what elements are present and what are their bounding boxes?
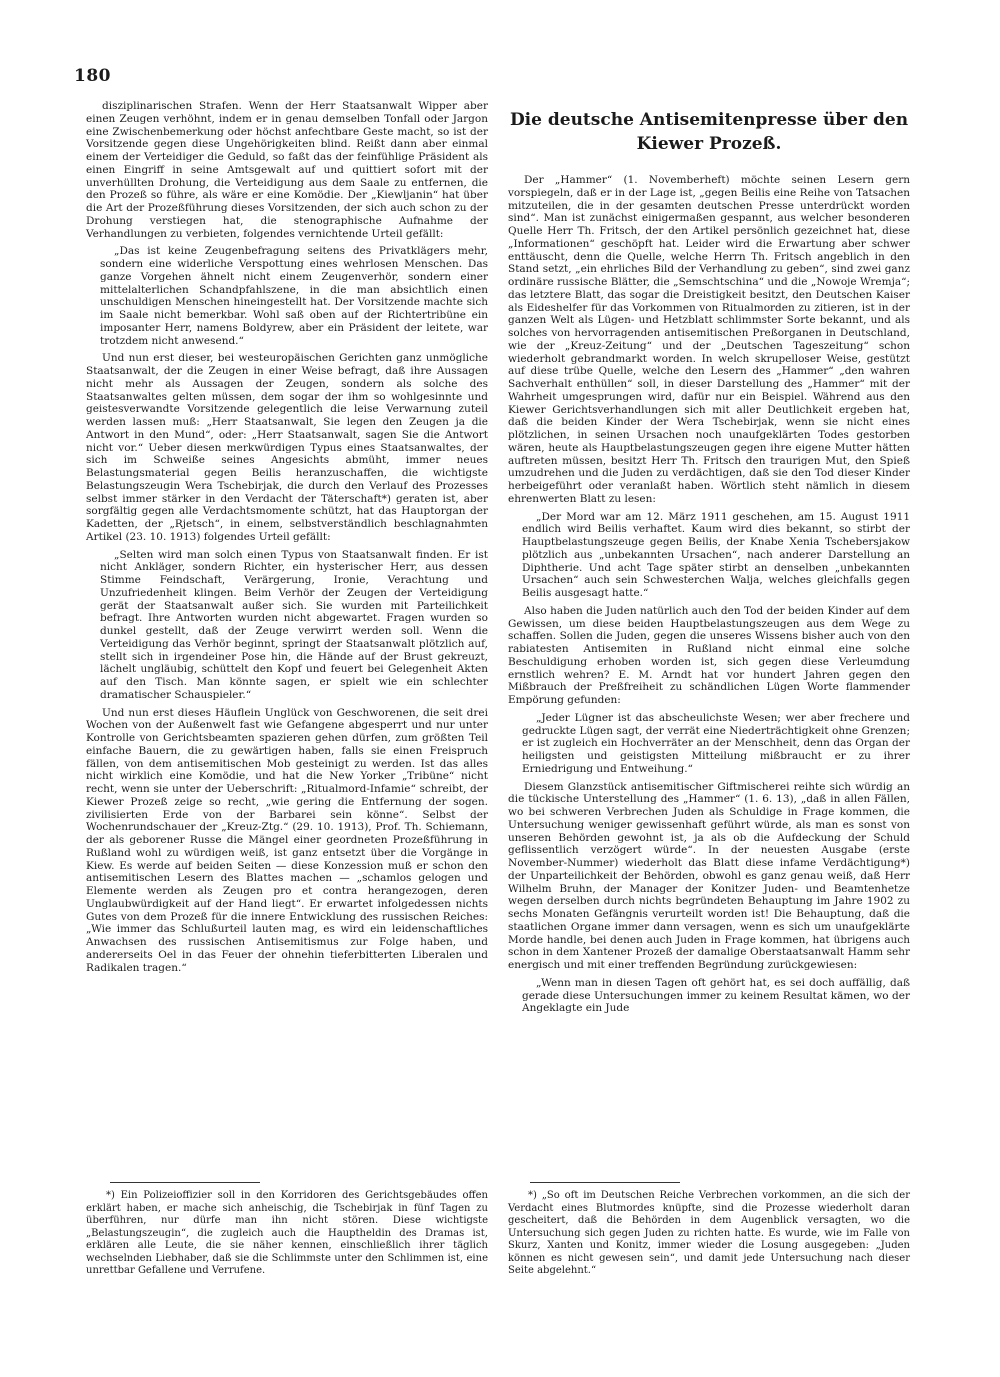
footnote-rule-right [530, 1182, 680, 1183]
footnote-text: *) Ein Polizeioffizier soll in den Korridoren des Gerichtsgebäudes offen erklärt haben, er mache sich anheischig, die Tschebirjak in fünf Tagen zu überführen, nur dürfe man ihn nicht stören. Diese wichtigste „Belastungszeugin“, die zugleich auch die Hauptheldin des Dramas ist, erklären alle Leute, die sie näher kennen, einschließlich ihrer täglich wechselnden Liebhaber, daß sie die Schlimmste unter den Schlimmen ist, eine unrettbar Gefallene und Verrufene. [86, 1190, 488, 1276]
right-column [508, 100, 910, 1020]
quote-paragraph: „Selten wird man solch einen Typus von Staatsanwalt finden. Er ist nicht Ankläger, sondern Richter, ein hysterischer Herr, aus dessen Stimme Feindschaft, Verärgerung, Ironie, Verachtung und Unzufriedenheit klingen. Beim Verhör der Zeugen der Verteidigung gerät der Staatsanwalt außer sich. Sie wurden mit Parteilichkeit befragt. Ihre Antworten wurden nicht abgewartet. Fragen wurden so dunkel gestellt, daß der Zeuge verwirrt werden soll. Wenn die Verteidigung das Verhör beginnt, springt der Staatsanwalt plötzlich auf, stellt sich in irgendeiner Pose hin, die Hände auf der Brust gekreuzt, lächelt ungläubig, schüttelt den Kopf und feuert bei Gelegenheit Akten auf den Tisch. Man könnte sagen, er spielt wie ein schlechter dramatischer Schauspieler.“ [100, 548, 488, 701]
left-column [86, 100, 488, 979]
heading-line: Kiewer Prozeß. [636, 134, 782, 154]
quote-paragraph: „Wenn man in diesen Tagen oft gehört hat, es sei doch auffällig, daß gerade diese Untersuchungen immer zu keinem Resultat kämen, wo der Angeklagte ein Jude [522, 976, 910, 1015]
body-paragraph: Also haben die Juden natürlich auch den Tod der beiden Kinder auf dem Gewissen, um diese beiden Hauptbelastungszeugen aus dem Wege zu schaffen. Sollen die Juden, gegen die unseres Wissens bisher auch von den rabiatesten Antisemiten in Rußland nicht einmal eine solche Beschuldigung erhoben worden ist, sich gegen diese Verleumdung ernstlich wehren? E. M. Arndt hat vor hundert Jahren gegen den Mißbrauch der Preßfreiheit zu schändlichen Lügen Worte flammender Empörung gefunden: [508, 604, 910, 706]
heading-line: Die deutsche Antisemitenpresse über den [509, 110, 909, 130]
footnote-rule-left [110, 1182, 260, 1183]
body-paragraph: Diesem Glanzstück antisemitischer Giftmischerei reihte sich würdig an die tückische Unterstellung des „Hammer“ (1. 6. 13), „daß in allen Fällen, wo bei schweren Verbrechen Juden als Schuldige in Frage kommen, die Untersuchung weniger gewissenhaft geführt würde, als man es sonst von unseren Behörden gewohnt ist, ja als ob die Aufdeckung der Schuld geflissentlich verzögert würde“. In der neuesten Ausgabe (erste November-Nummer) wiederholt das Blatt diese infame Verdächtigung*) der Unparteilichkeit der Behörden, obwohl es ganz genau weiß, daß Herr Wilhelm Bruhn, der Manager der Konitzer Juden- und Beamtenhetze wegen derselben durch nichts begründeten Behauptung im Jahre 1902 zu sechs Monaten Gefängnis verurteilt worden ist! Die Behauptung, daß die staatlichen Organe immer dann versagen, wenn es sich um unaufgeklärte Morde handle, bei denen auch Juden in Frage kommen, hat übrigens auch schon in dem Xantener Prozeß der damalige Oberstaatsanwalt Hamm sehr energisch und mit einer treffenden Begründung zurückgewiesen: [508, 780, 910, 971]
body-paragraph: disziplinarischen Strafen. Wenn der Herr Staatsanwalt Wipper aber einen Zeugen verhöhnt, indem er in genau demselben Tonfall oder Jargon eine Zwischenbemerkung oder höchst anfechtbare Geste macht, so ist der Vorsitzende gegen diese Ungehörigkeiten blind. Reißt dann aber einmal einem der Verteidiger die Geduld, so faßt das der feinfühlige Präsident als einen Eingriff in seine Amtsgewalt auf und quittiert sofort mit der unverhüllten Drohung, die Verteidigung aus dem Saale zu entfernen, die den Prozeß so führe, als wäre er eine Komödie. Der „Kiewljanin“ hat über die Art der Prozeßführung dieses Vorsitzenden, der sich auch schon zu der Drohung verstiegen hat, die stenographische Aufnahme der Verhandlungen zu verbieten, folgendes vernichtende Urteil gefällt: [86, 100, 488, 240]
footnote-right [508, 1190, 910, 1278]
quote-paragraph: „Der Mord war am 12. März 1911 geschehen, am 15. August 1911 endlich wird Beilis verhaftet. Kaum wird dies bekannt, so stirbt der Hauptbelastungszeuge gegen Beilis, der Knabe Xenia Tschebersjakow plötzlich aus „unbekannten Ursachen“, nach anderer Darstellung an Diphtherie. Und acht Tage später stirbt an denselben „unbekannten Ursachen“ auch sein Schwesterchen Walja, welches gleichfalls gegen Beilis ausgesagt hatte.“ [522, 510, 910, 599]
quote-paragraph: „Das ist keine Zeugenbefragung seitens des Privatklägers mehr, sondern eine widerliche Verspottung eines wehrlosen Menschen. Das ganze Vorgehen ähnelt nicht einem Zeugenverhör, sondern einer mittelalterlichen Schandpfahlszene, in die man absichtlich einen unschuldigen Menschen hineingestellt hat. Der Vorsitzende machte sich im Saale nicht bemerkbar. Wohl saß oben auf der Richtertribüne ein imposanter Herr, namens Boldyrew, aber ein Präsident der leitete, war trotzdem nicht anwesend.“ [100, 245, 488, 347]
footnote-left [86, 1190, 488, 1278]
body-paragraph: Und nun erst dieses Häuflein Unglück von Geschworenen, die seit drei Wochen von der Außenwelt fast wie Gefangene abgesperrt und nur unter Kontrolle von Gerichtsbeamten spazieren gehen dürfen, zum größten Teil einfache Bauern, die zu gewärtigen haben, falls sie einen Freispruch fällen, von dem antisemitischen Mob gesteinigt zu werden. Ist das alles nicht wirklich eine Komödie, und hat die New Yorker „Tribüne“ nicht recht, wenn sie unter der Ueberschrift: „Ritualmord-Infamie“ schreibt, der Kiewer Prozeß zeige so recht, „wie gering die Entfernung der sogen. zivilisierten Erde von der Barbarei sein könne“. Selbst der Wochenrundschauer der „Kreuz-Ztg.“ (29. 10. 1913), Prof. Th. Schiemann, der als geborener Russe die Mängel einer geordneten Prozeßführung in Rußland wohl zu würdigen weiß, ist ganz entsetzt über die Vorgänge in Kiew. Es werde auf beiden Seiten — diese Konzession muß er schon den antisemitischen Lesern des Blattes machen — „schamlos gelogen und Elemente werden als Zeugen pro et contra herangezogen, deren Unglaubwürdigkeit auf der Hand liegt“. Er erwartet infolgedessen nichts Gutes von dem Prozeß für die innere Entwicklung des russischen Reiches: „Wie immer das Schlußurteil lauten mag, es wird ein leidenschaftliches Anwachsen des russischen Antisemitismus zur Folge haben, und andererseits Oel in das Feuer der ohnehin tieferbitterten Liberalen und Radikalen tragen.“ [86, 706, 488, 974]
footnote-text: *) „So oft im Deutschen Reiche Verbrechen vorkommen, an die sich der Verdacht eines Blutmordes knüpfte, sind die Prozesse wiederholt daran gescheitert, daß die Behörden in dem Augenblick versagten, wo die Untersuchung sich gegen Juden zu richten hatte. Es wurde, wie im Falle von Skurz, Xanten und Konitz, immer wieder die Losung ausgegeben: „Juden können es nicht gewesen sein“, und damit jede Untersuchung nach dieser Seite abgelehnt.“ [508, 1190, 910, 1276]
page-number: 180 [74, 66, 111, 86]
body-paragraph: Und nun erst dieser, bei westeuropäischen Gerichten ganz unmögliche Staatsanwalt, der die Zeugen in einer Weise befragt, daß ihre Aussagen nicht mehr als Aussagen der Zeugen, sondern als solche des Staatsanwaltes gelten müssen, dem sogar der ihm so wohlgesinnte und geistesverwandte Vorsitzende gelegentlich die leise Verwarnung zuteil werden lassen muß: „Herr Staatsanwalt, Sie legen den Zeugen ja die Antwort in den Mund“, oder: „Herr Staatsanwalt, sagen Sie die Antwort nicht vor.“ Ueber diesen merkwürdigen Typus eines Staatsanwaltes, der sich im Schweiße seines Angesichts abmüht, immer neues Belastungsmaterial gegen Beilis heranzuschaffen, die wichtigste Belastungszeugin Wera Tschebirjak, die durch den Verlauf des Prozesses selbst immer stärker in den Verdacht der Täterschaft*) geraten ist, aber sorgfältig gegen alle Verdachtsmomente schützt, hat das Hauptorgan der Kadetten, der „Rjetsch“, in einem, selbstverständlich beschlagnahmten Artikel (23. 10. 1913) folgendes Urteil gefällt: [86, 352, 488, 543]
article-heading [508, 108, 910, 156]
body-paragraph: Der „Hammer“ (1. Novemberheft) möchte seinen Lesern gern vorspiegeln, daß er in der Lage ist, „gegen Beilis eine Reihe von Tatsachen mitzuteilen, die in der gesamten deutschen Presse unterdrückt worden sind“. Man ist zunächst einigermaßen gespannt, aus welcher besonderen Quelle Herr Th. Fritsch, der den Artikel persönlich gezeichnet hat, diese „Informationen“ geschöpft hat. Leider wird die Erwartung aber schwer enttäuscht, denn die Quelle, welche Herrn Th. Fritsch angeblich in den Stand setzt, „ein ehrliches Bild der Verhandlung zu geben“, sind zwei ganz ordinäre russische Blätter, die „Semschtschina“ und die „Nowoje Wremja“; das letztere Blatt, das sogar die Dreistigkeit besitzt, den Deutschen Kaiser als Eideshelfer für das Vorkommen von Ritualmorden zu zitieren, ist in der ganzen Welt als Lügen- und Hetzblatt schlimmster Sorte bekannt, und als solches von hervorragenden antisemitischen Preßorganen in Deutschland, wie der „Kreuz-Zeitung“ und der „Deutschen Tageszeitung“ schon wiederholt gebrandmarkt worden. In welch skrupelloser Weise, gestützt auf diese trübe Quelle, welche den Lesern des „Hammer“ „den wahren Sachverhalt enthüllen“ soll, in dieser Darstellung des „Hammer“ mit der Wahrheit umgesprungen wird, dafür nur ein Beispiel. Während aus den Kiewer Gerichtsverhandlungen sich mit aller Deutlichkeit ergeben hat, daß die beiden Kinder der Wera Tschebirjak, wenn sie nicht eines plötzlichen, in seinen Ursachen noch unaufgeklärten Todes gestorben wären, heute als Hauptbelastungszeugen gegen ihre eigene Mutter hätten auftreten müssen, besitzt Herr Th. Fritsch den traurigen Mut, den Spieß umzudrehen und die Juden zu verdächtigen, daß sie den Tod dieser Kinder herbeigeführt oder veranlaßt haben. Wörtlich steht nämlich in diesem ehrenwerten Blatt zu lesen: [508, 174, 910, 505]
quote-paragraph: „Jeder Lügner ist das abscheulichste Wesen; wer aber frechere und gedruckte Lügen sagt, der verrät eine Niederträchtigkeit ohne Grenzen; er ist zugleich ein Hochverräter an der Menschheit, denn das Organ der heiligsten und geistigsten Mitteilung mißbraucht er zu ihrer Erniedrigung und Entweihung.“ [522, 711, 910, 775]
